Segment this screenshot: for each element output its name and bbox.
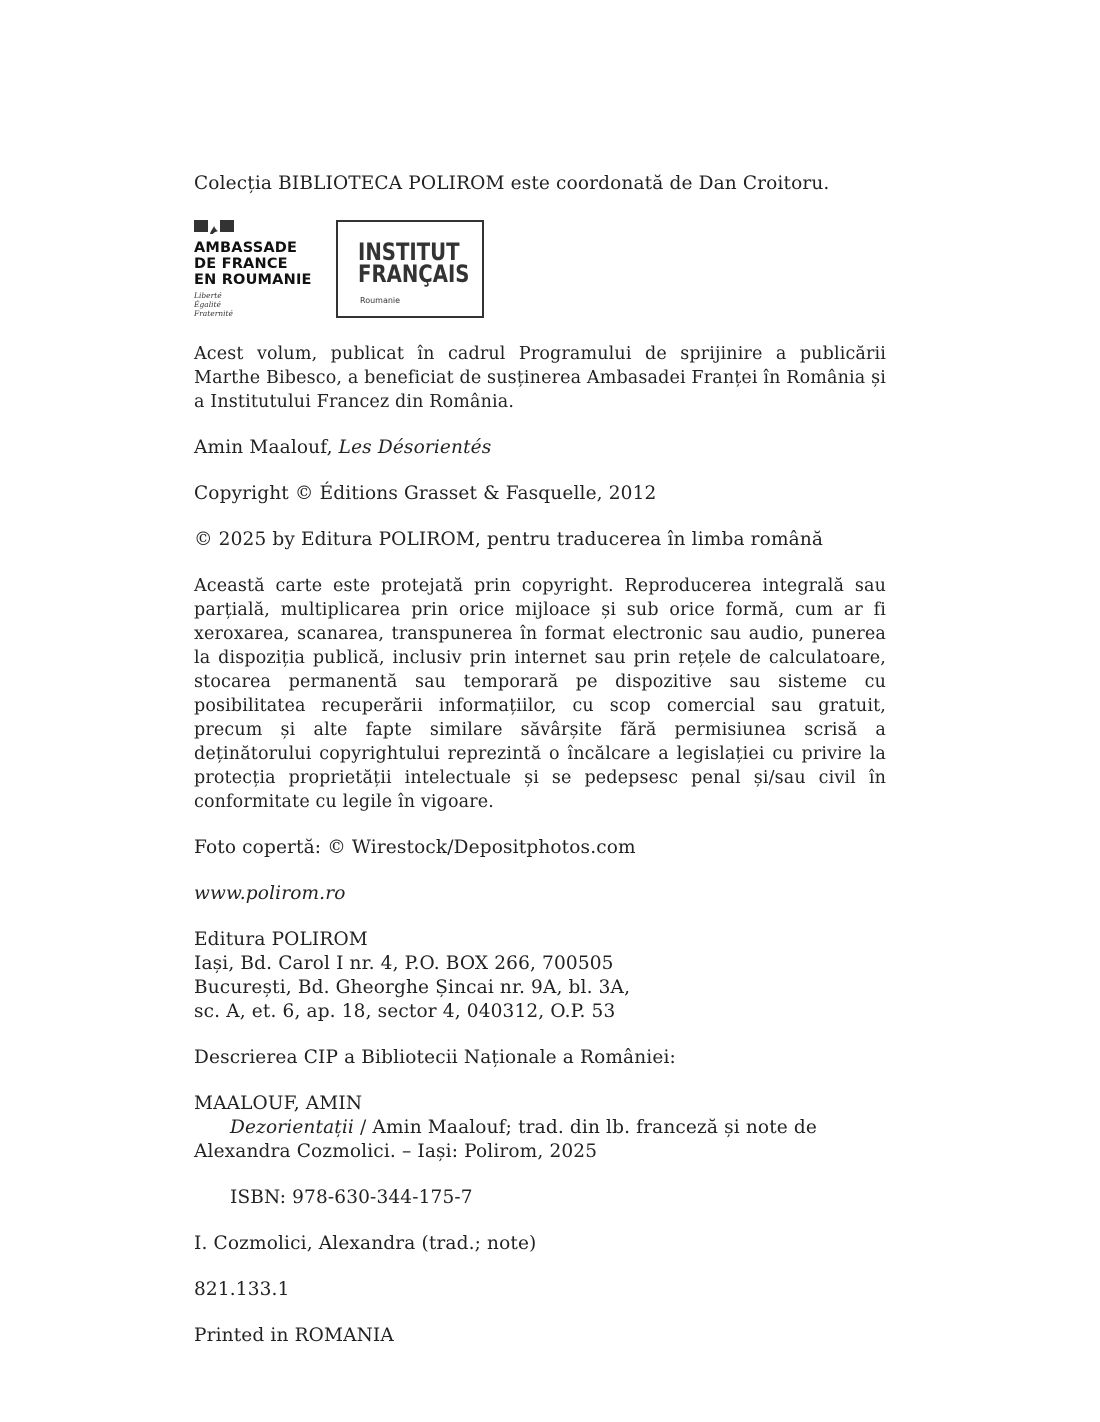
ambassade-line3: EN ROUMANIE [194, 272, 312, 288]
support-note: Acest volum, publicat în cadrul Programului de sprijinire a publicării Marthe Bibesco, a beneficiat de susținerea Ambasadei Franței în România și a Institutului Francez din România. [194, 344, 886, 412]
cip-contributor: I. Cozmolici, Alexandra (trad.; note) [194, 1233, 537, 1254]
original-author: Amin Maalouf, [194, 437, 333, 458]
ambassade-line2: DE FRANCE [194, 256, 288, 272]
website-link[interactable]: www.polirom.ro [194, 883, 346, 904]
original-title-line [194, 436, 886, 460]
ambassade-logo [194, 220, 324, 318]
cip-title: Dezorientații [230, 1117, 354, 1138]
sponsor-logos [194, 220, 886, 322]
ambassade-line1: AMBASSADE [194, 240, 298, 256]
publisher-address-line1: Iași, Bd. Carol I nr. 4, P.O. BOX 266, 700505 [194, 953, 614, 974]
copyright-translation: © 2025 by Editura POLIROM, pentru traducerea în limba română [194, 529, 824, 550]
cip-author: MAALOUF, AMIN [194, 1093, 363, 1114]
original-title: Les Désorientés [338, 437, 492, 458]
cip-classification: 821.133.1 [194, 1279, 290, 1300]
institut-title: INSTITUT FRANÇAIS [358, 238, 470, 288]
publisher-address-line2: București, Bd. Gheorghe Șincai nr. 9A, bl. 3A, [194, 977, 631, 998]
cover-photo-credit: Foto copertă: © Wirestock/Depositphotos.com [194, 837, 636, 858]
cip-heading: Descrierea CIP a Bibliotecii Naționale a României: [194, 1047, 676, 1068]
cip-entry [194, 1116, 886, 1164]
rights-text: Această carte este protejată prin copyright. Reproducerea integrală sau parțială, multiplicarea prin orice mijloace și sub orice formă, cum ar fi xeroxarea, scanarea, transpunerea în format electronic sau audio, punerea la dispoziția publică, inclusiv prin internet sau prin rețele de calculatoare, stocarea permanentă sau temporară pe dispozitive sau sisteme cu posibilitatea recuperării informațiilor, cu scop comercial sau gratuit, precum și alte fapte similare săvârșite fără permisiunea scrisă a deținătorului copyrightului reprezintă o încălcare a legislației cu privire la protecția proprietății intelectuale și se pedepsesc penal și/sau civil în conformitate cu legile în vigoare. [194, 576, 886, 812]
marianne-flag-icon [194, 220, 234, 232]
publisher-name: Editura POLIROM [194, 929, 368, 950]
institut-francais-logo [336, 220, 484, 318]
copyright-page [194, 172, 886, 1348]
institut-subtitle: Roumanie [360, 296, 401, 305]
printed-in: Printed in ROMANIA [194, 1325, 394, 1346]
cip-isbn: ISBN: 978-630-344-175-7 [230, 1187, 473, 1208]
publisher-address [194, 928, 886, 1024]
ambassade-motto: Liberté Égalité Fraternité [194, 291, 233, 318]
cip-entry-rest: / Amin Maalouf; trad. din lb. franceză și note de Alexandra Cozmolici. – Iași: Polirom, 2025 [194, 1117, 818, 1162]
collection-note: Colecția BIBLIOTECA POLIROM este coordonată de Dan Croitoru. [194, 173, 830, 194]
copyright-original: Copyright © Éditions Grasset & Fasquelle, 2012 [194, 483, 657, 504]
publisher-address-line3: sc. A, et. 6, ap. 18, sector 4, 040312, O.P. 53 [194, 1001, 616, 1022]
